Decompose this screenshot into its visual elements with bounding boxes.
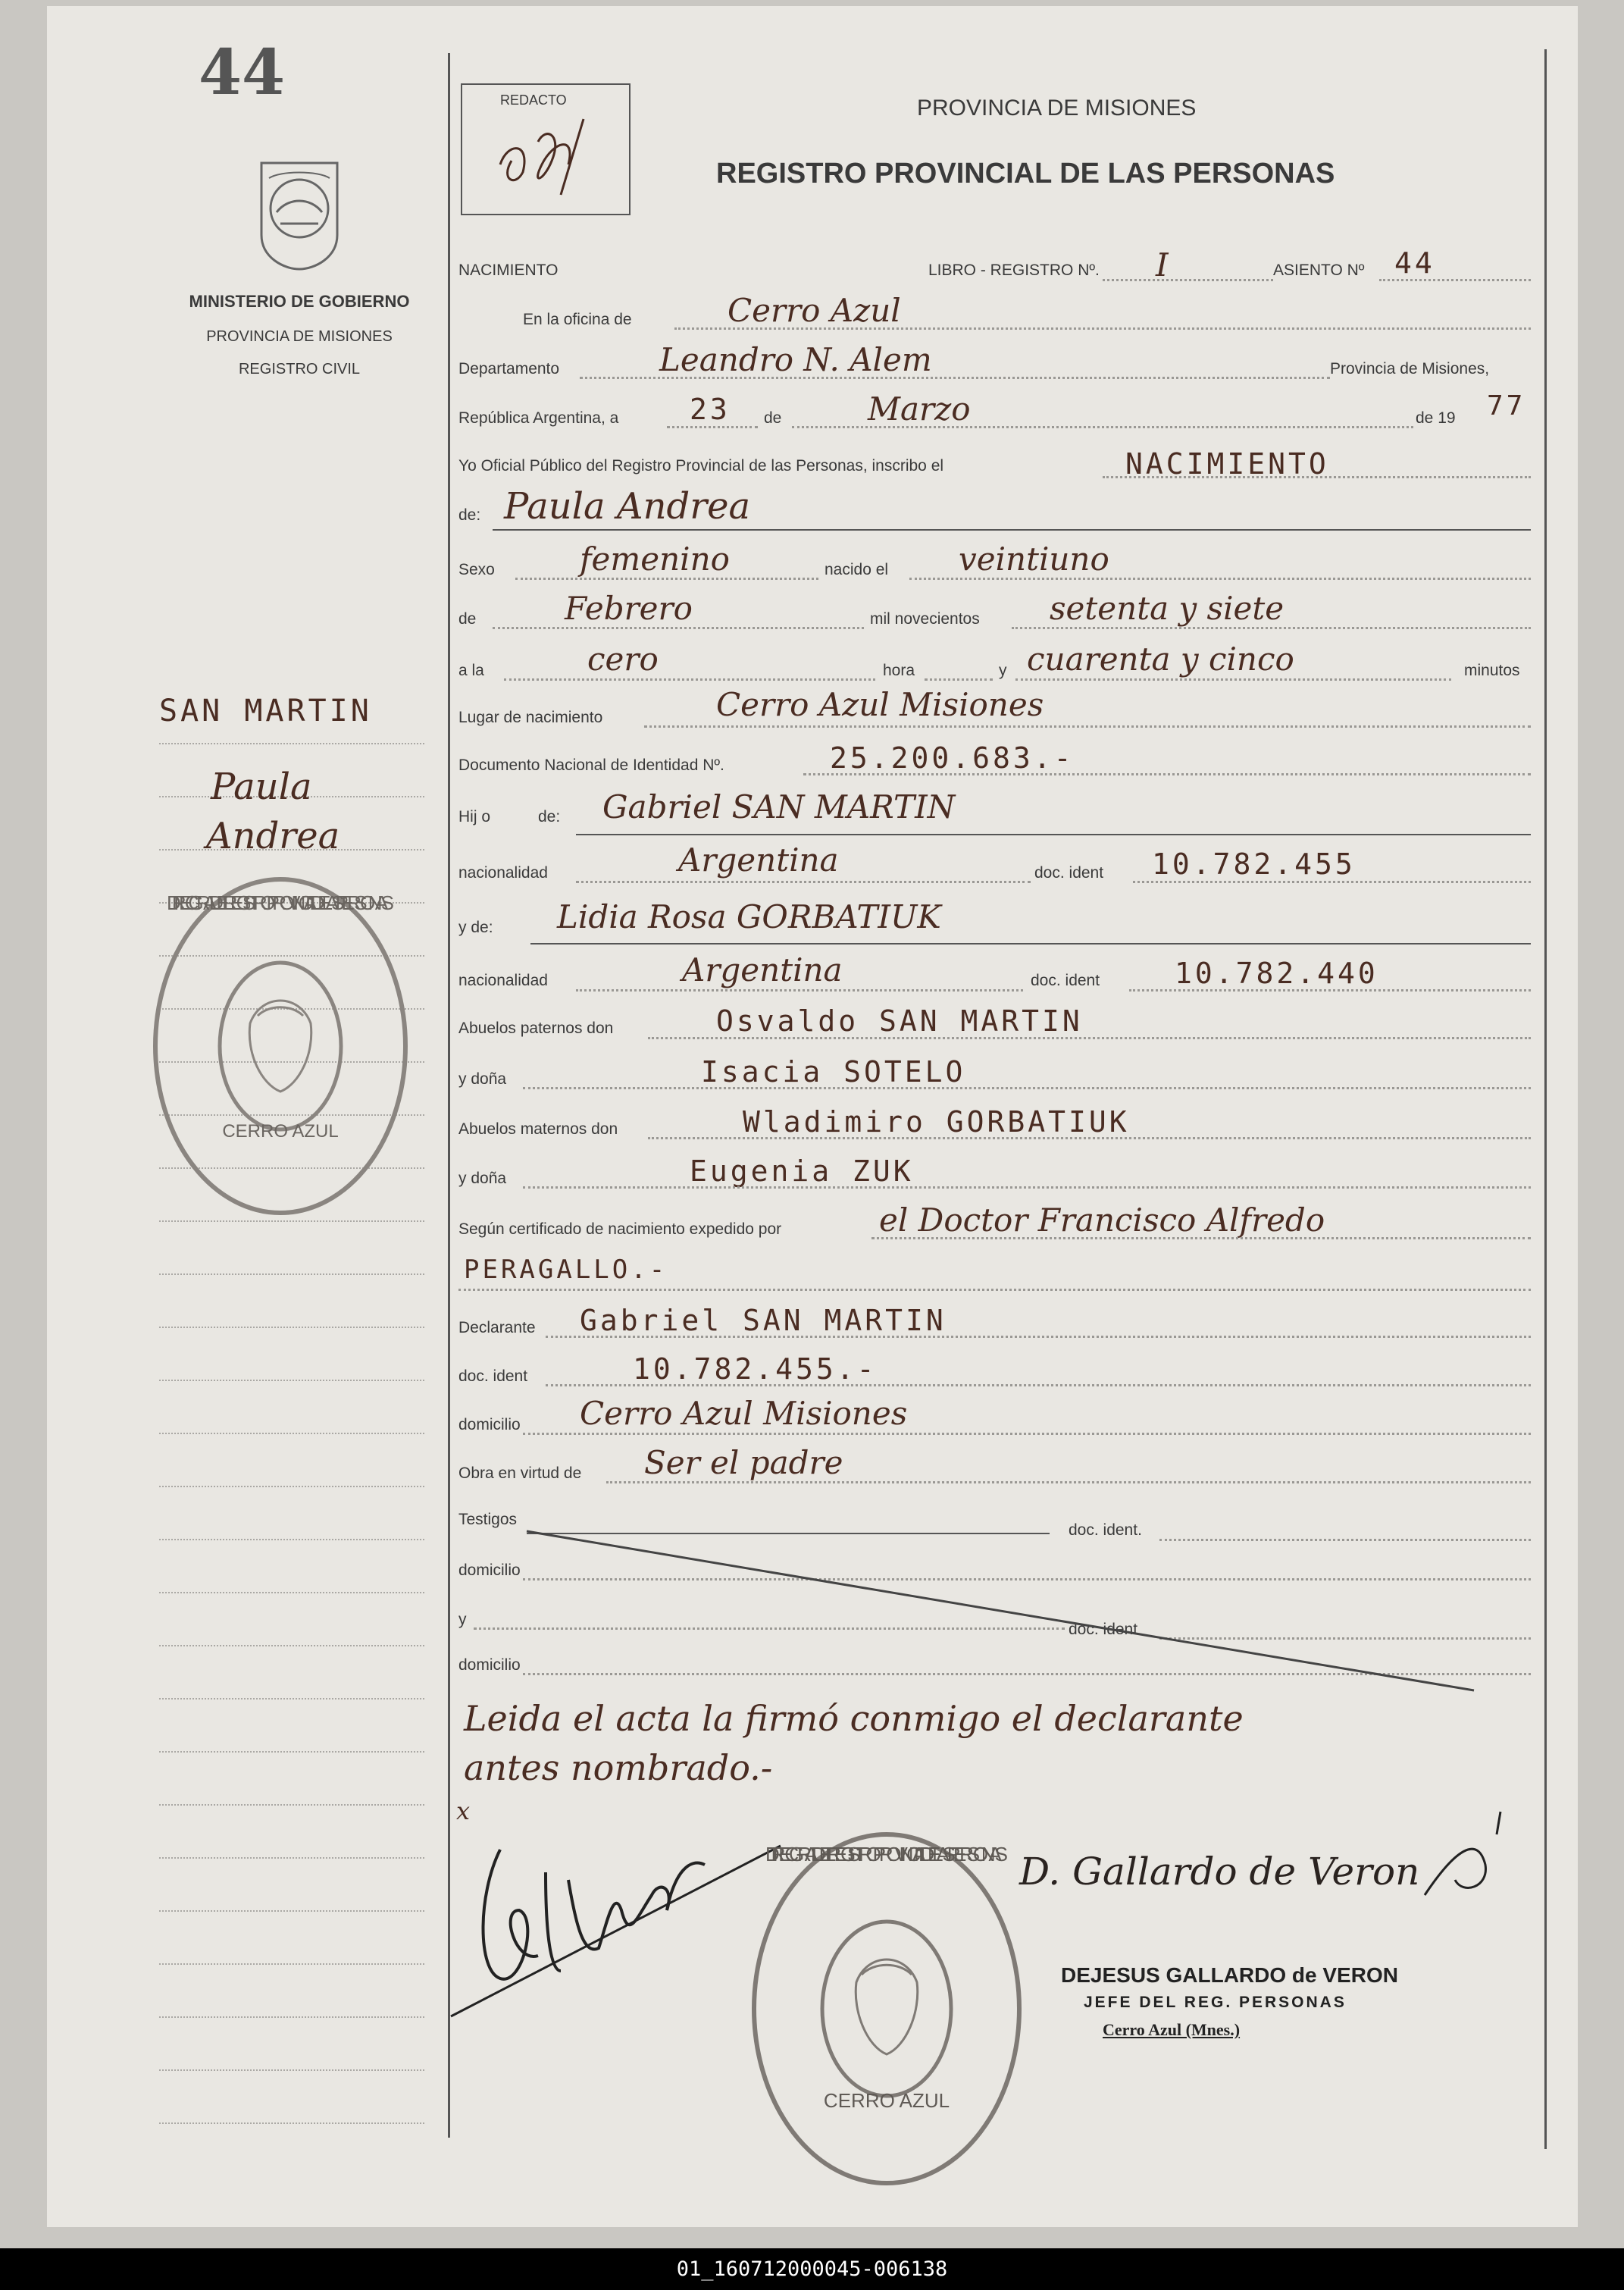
label-ydona-paterna: y doña xyxy=(458,1070,507,1088)
abuelo-paterno-rule xyxy=(648,1037,1531,1039)
hora-rule xyxy=(504,678,875,681)
margin-rule xyxy=(159,1592,424,1593)
minutos-rule xyxy=(1015,678,1451,681)
label-oficina: En la oficina de xyxy=(523,311,632,328)
asiento-rule xyxy=(1379,279,1531,281)
label-testigo-y: y xyxy=(458,1611,467,1628)
departamento-rule xyxy=(580,377,1330,379)
margin-rule xyxy=(159,743,424,744)
nac-padre-rule xyxy=(576,881,1031,883)
declarant-signature xyxy=(447,1804,796,2032)
nacido-rule xyxy=(909,578,1531,580)
seal-bottom-town: CERRO AZUL xyxy=(823,2089,950,2112)
label-oficial: Yo Oficial Público del Registro Provincial de las Personas, inscribo el xyxy=(458,457,944,475)
label-docident-padre: doc. ident xyxy=(1034,864,1104,882)
nac-madre-rule xyxy=(576,989,1023,991)
label-segun: Según certificado de nacimiento expedido por xyxy=(458,1220,782,1238)
entry-certificado-por-2: PERAGALLO.- xyxy=(464,1255,668,1285)
redacto-stamp-box xyxy=(461,83,631,215)
label-ala: a la xyxy=(458,662,484,679)
label-nacionalidad-padre: nacionalidad xyxy=(458,864,548,882)
entry-oficina: Cerro Azul xyxy=(728,292,901,329)
registry-seal-left xyxy=(148,872,413,1220)
label-ydona-materna: y doña xyxy=(458,1170,507,1187)
margin-rule xyxy=(159,2122,424,2124)
seal-left-town: CERRO AZUL xyxy=(222,1121,339,1142)
label-docident-madre: doc. ident xyxy=(1031,972,1100,989)
margin-given-name-1: Paula xyxy=(211,766,312,808)
entry-certificado-por: el Doctor Francisco Alfredo xyxy=(879,1201,1325,1239)
margin-surname: SAN MARTIN xyxy=(159,694,372,728)
signature-mark: x xyxy=(456,1797,471,1825)
margin-rule xyxy=(159,2069,424,2071)
margin-rule xyxy=(159,1273,424,1275)
obra-rule xyxy=(606,1481,1531,1483)
entry-abuela-paterna: Isacia SOTELO xyxy=(701,1055,966,1089)
entry-madre-doc: 10.782.440 xyxy=(1175,957,1378,990)
registry-title: REGISTRO PROVINCIAL DE LAS PERSONAS xyxy=(716,158,1335,190)
entry-dni: 25.200.683.- xyxy=(830,741,1075,775)
label-hora: hora xyxy=(883,662,915,679)
label-hijo: Hij o xyxy=(458,808,491,825)
dni-rule xyxy=(803,773,1531,775)
madre-rule xyxy=(530,943,1531,945)
label-domicilio: domicilio xyxy=(458,1416,521,1433)
abuela-paterna-rule xyxy=(523,1087,1531,1089)
entry-padre-nacionalidad: Argentina xyxy=(678,841,839,879)
margin-rule xyxy=(159,1220,424,1222)
entry-abuelo-materno: Wladimiro GORBATIUK xyxy=(743,1105,1130,1139)
label-docident-declarante: doc. ident xyxy=(458,1367,528,1385)
label-provincia: Provincia de Misiones, xyxy=(1330,360,1490,377)
seal-left-label: DIREC. GRAL. DEL REGISTRO PROVINCIAL DE LAS PERSONAS xyxy=(167,891,394,914)
label-abuelos-paternos: Abuelos paternos don xyxy=(458,1020,614,1037)
file-id-footer: 01_160712000045-006138 xyxy=(0,2248,1624,2290)
label-lugar: Lugar de nacimiento xyxy=(458,709,603,726)
label-hijo-de: de: xyxy=(538,808,561,825)
margin-rule xyxy=(159,1963,424,1965)
entry-obra: Ser el padre xyxy=(644,1444,843,1481)
certificado-rule xyxy=(871,1237,1531,1239)
nacido-anio-rule xyxy=(1012,627,1531,629)
label-de-mes: de xyxy=(764,409,782,427)
entry-nacido-anio: setenta y siete xyxy=(1050,590,1284,627)
entry-minutos: cuarenta y cinco xyxy=(1027,641,1294,678)
province-title: PROVINCIA DE MISIONES xyxy=(917,96,1197,121)
margin-rule xyxy=(159,1486,424,1487)
label-de-nombre: de: xyxy=(458,506,481,524)
margin-rule xyxy=(159,1910,424,1912)
ministry-province: PROVINCIA DE MISIONES xyxy=(206,328,393,345)
closing-line-1: Leida el acta la firmó conmigo el declarante xyxy=(464,1698,1244,1739)
page-number: 44 xyxy=(199,36,286,109)
entry-acto: NACIMIENTO xyxy=(1125,447,1329,481)
mes-rule xyxy=(792,426,1413,428)
label-testigo-docident-1: doc. ident. xyxy=(1069,1521,1142,1539)
entry-padre-doc: 10.782.455 xyxy=(1152,847,1356,881)
ministry-civil-registry: REGISTRO CIVIL xyxy=(238,361,361,377)
seal-bottom-label: DIREC. GRAL. DEL REGISTRO PROVINCIAL DE LAS PERSONAS xyxy=(765,1843,1009,1866)
entry-nacido-dia: veintiuno xyxy=(959,540,1109,578)
margin-rule xyxy=(159,1645,424,1646)
declarante-doc-rule xyxy=(546,1384,1531,1386)
libro-rule xyxy=(1103,279,1273,281)
right-border-line xyxy=(1544,49,1547,2149)
entry-hora: cero xyxy=(587,641,659,678)
label-testigo-docident-2: doc. ident xyxy=(1069,1621,1138,1638)
entry-domicilio: Cerro Azul Misiones xyxy=(580,1395,908,1432)
label-libro: LIBRO - REGISTRO Nº. xyxy=(928,262,1100,279)
officer-signature-flourish xyxy=(1410,1804,1523,1910)
acto-rule xyxy=(1103,476,1531,478)
margin-rule xyxy=(159,1433,424,1434)
padre-rule xyxy=(576,834,1531,835)
margin-rule xyxy=(159,1327,424,1328)
hora2-rule xyxy=(925,678,993,681)
margin-rule xyxy=(159,1857,424,1859)
province-emblem-icon xyxy=(246,152,352,273)
dia-rule xyxy=(667,426,758,428)
oficina-rule xyxy=(674,327,1531,330)
margin-rule xyxy=(159,1539,424,1540)
sexo-rule xyxy=(515,578,818,580)
officer-signature: D. Gallardo de Veron xyxy=(1019,1850,1420,1894)
label-sexo: Sexo xyxy=(458,561,495,578)
label-nacido: nacido el xyxy=(825,561,889,578)
entry-lugar: Cerro Azul Misiones xyxy=(716,686,1044,723)
label-yde: y de: xyxy=(458,919,493,936)
redacto-label: REDACTO xyxy=(500,92,567,108)
entry-madre-nacionalidad: Argentina xyxy=(682,951,843,988)
entry-anio: 77 xyxy=(1487,390,1526,421)
label-asiento: ASIENTO Nº xyxy=(1273,262,1365,279)
closing-line-2: antes nombrado.- xyxy=(464,1747,773,1788)
label-departamento: Departamento xyxy=(458,360,560,377)
nombre-rule xyxy=(493,529,1531,531)
officer-title: JEFE DEL REG. PERSONAS xyxy=(1084,1994,1347,2011)
label-nacionalidad-madre: nacionalidad xyxy=(458,972,548,989)
officer-place: Cerro Azul (Mnes.) xyxy=(1103,2020,1241,2039)
entry-departamento: Leandro N. Alem xyxy=(659,341,932,378)
label-testigo-domicilio-2: domicilio xyxy=(458,1656,521,1674)
margin-rule xyxy=(159,1804,424,1806)
initials-signature xyxy=(470,96,621,210)
entry-sexo: femenino xyxy=(580,540,730,578)
doc-padre-rule xyxy=(1133,881,1531,883)
abuelo-materno-rule xyxy=(648,1137,1531,1139)
label-documento: Documento Nacional de Identidad Nº. xyxy=(458,757,724,774)
entry-madre: Lidia Rosa GORBATIUK xyxy=(557,898,941,935)
label-testigos: Testigos xyxy=(458,1511,518,1528)
entry-nombre: Paula Andrea xyxy=(504,485,751,528)
entry-dia: 23 xyxy=(690,393,731,426)
ministry-name: MINISTERIO DE GOBIERNO xyxy=(189,292,410,311)
label-de-mes-nac: de xyxy=(458,610,477,628)
declarante-rule xyxy=(546,1336,1531,1338)
label-declarante: Declarante xyxy=(458,1319,536,1336)
label-abuelos-maternos: Abuelos maternos don xyxy=(458,1120,618,1138)
doc-madre-rule xyxy=(1129,989,1531,991)
margin-rule xyxy=(159,1380,424,1381)
label-minutos: minutos xyxy=(1464,662,1520,679)
label-mil: mil novecientos xyxy=(870,610,980,628)
certificado2-rule xyxy=(458,1289,1531,1291)
label-nacimiento: NACIMIENTO xyxy=(458,262,559,279)
entry-padre: Gabriel SAN MARTIN xyxy=(602,788,956,825)
entry-declarante-doc: 10.782.455.- xyxy=(633,1352,878,1386)
margin-given-name-2: Andrea xyxy=(206,815,340,857)
nacido-mes-rule xyxy=(493,627,864,629)
registry-seal-bottom xyxy=(746,1827,1027,2191)
margin-rule xyxy=(159,2016,424,2018)
label-de-anio: de 19 xyxy=(1416,409,1456,427)
entry-mes: Marzo xyxy=(868,390,971,428)
label-testigo-domicilio-1: domicilio xyxy=(458,1562,521,1579)
entry-declarante: Gabriel SAN MARTIN xyxy=(580,1304,947,1337)
domicilio-rule xyxy=(523,1433,1531,1435)
entry-abuelo-paterno: Osvaldo SAN MARTIN xyxy=(716,1004,1083,1038)
margin-rule xyxy=(159,1698,424,1699)
lugar-rule xyxy=(644,725,1531,728)
officer-name: DEJESUS GALLARDO de VERON xyxy=(1061,1963,1398,1987)
entry-abuela-materna: Eugenia ZUK xyxy=(690,1154,914,1188)
label-obra: Obra en virtud de xyxy=(458,1465,582,1482)
abuela-materna-rule xyxy=(523,1186,1531,1189)
testigos-strike-line xyxy=(523,1527,1478,1694)
libro-number: I xyxy=(1156,246,1169,284)
label-y-min: y xyxy=(999,662,1007,679)
asiento-number: 44 xyxy=(1394,246,1435,280)
label-republica: República Argentina, a xyxy=(458,409,619,427)
margin-rule xyxy=(159,1751,424,1753)
entry-nacido-mes: Febrero xyxy=(565,590,693,627)
